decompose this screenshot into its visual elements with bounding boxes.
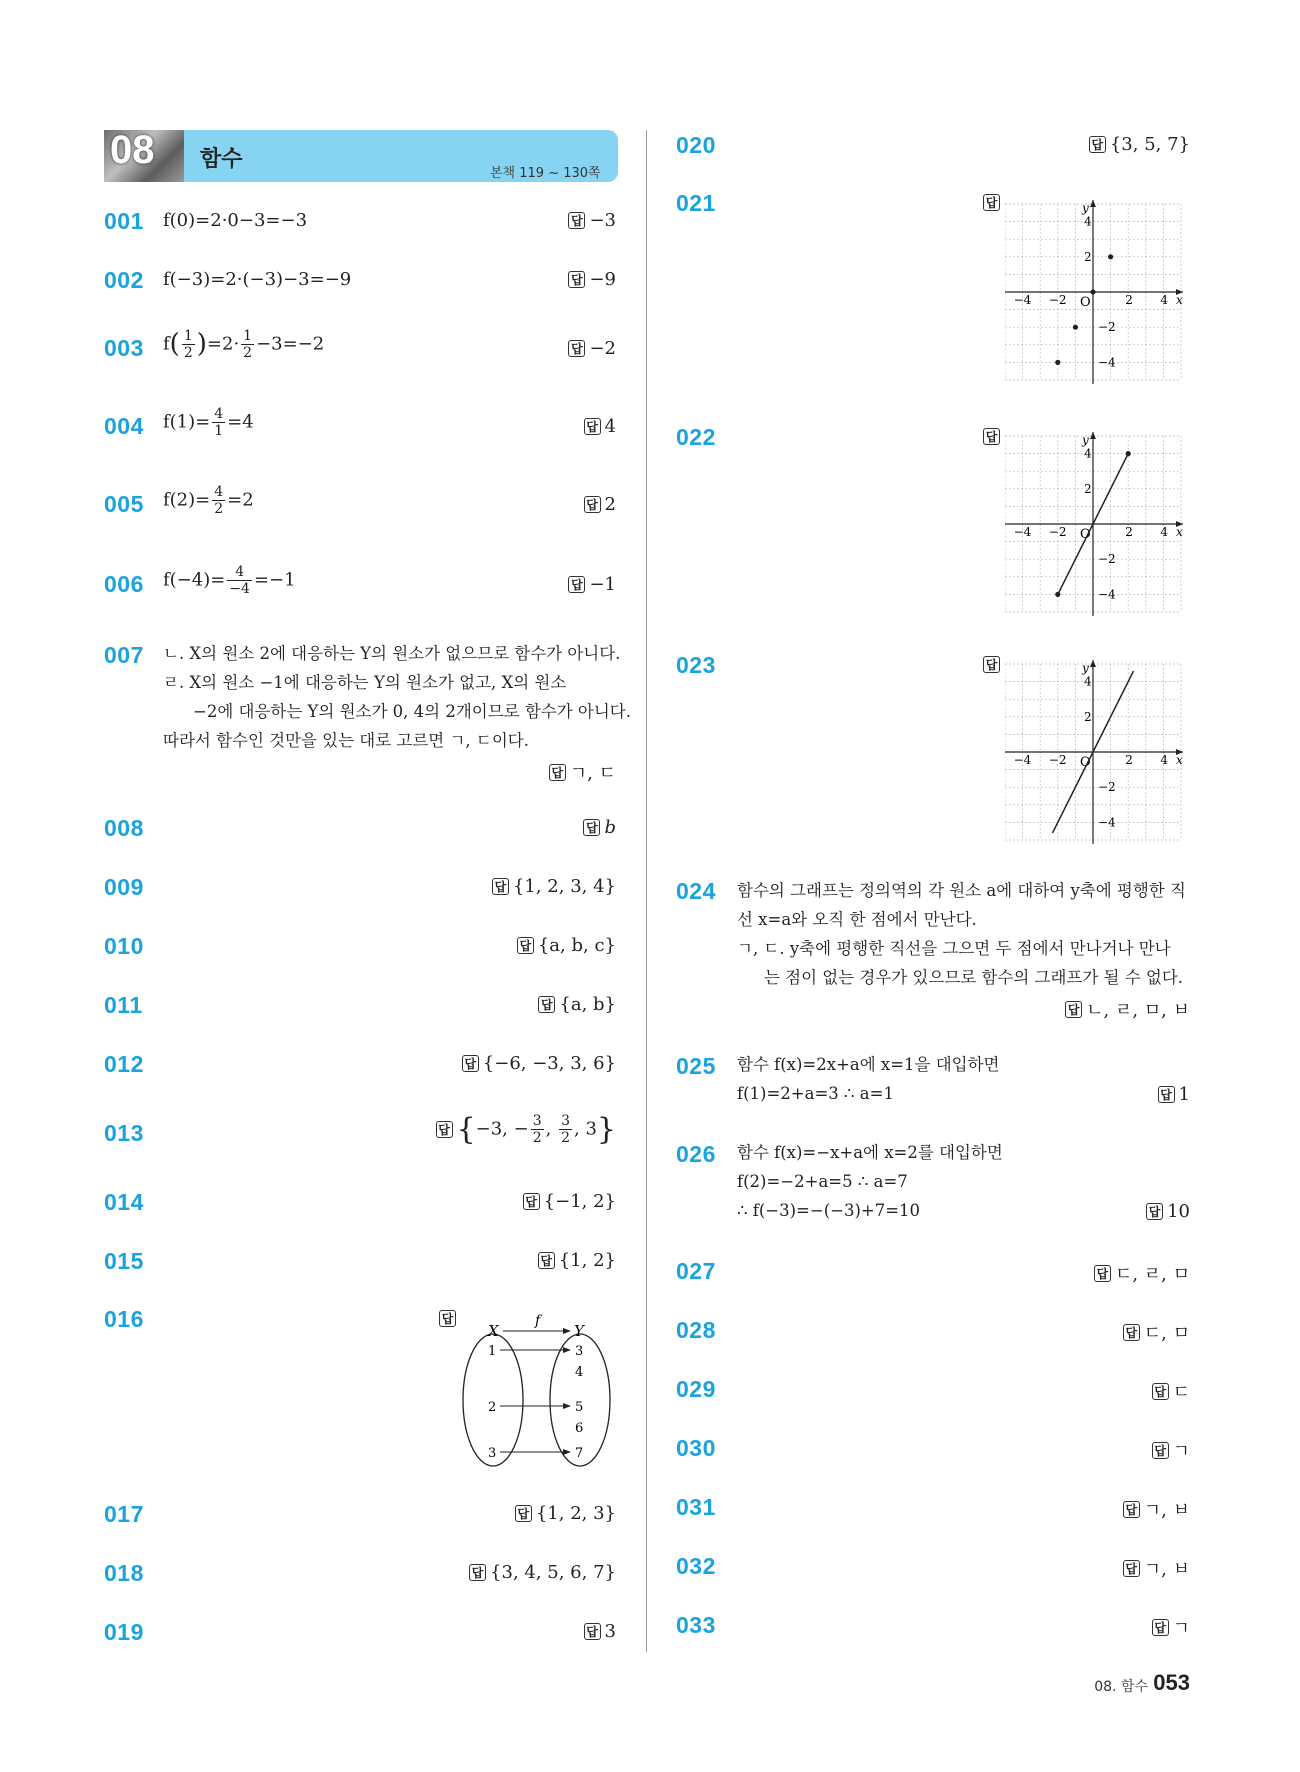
problem-number: 016 (104, 1306, 144, 1332)
problem-number: 026 (676, 1141, 716, 1167)
answer-value: {3, 5, 7} (1109, 134, 1190, 155)
solution-text: f(−4)= $\frac{4}{-4}$ =−1 (163, 564, 296, 597)
y-axis-arrow-icon (1090, 432, 1096, 439)
answer (1065, 996, 1190, 1022)
answer (1123, 1496, 1190, 1522)
answer (523, 1191, 616, 1212)
answer (538, 1250, 616, 1271)
solution-line: ㄹ. X의 원소 −1에 대응하는 Y의 원소가 없고, X의 원소 (163, 673, 567, 692)
answer-badge-icon: 답 (584, 1623, 601, 1640)
answer (1152, 1437, 1190, 1463)
solution-line: ∴ f(−3)=−(−3)+7=10 (737, 1201, 921, 1220)
answer (1146, 1201, 1190, 1222)
problem-number: 022 (676, 424, 716, 450)
solution-line: 따라서 함수인 것만을 있는 대로 고르면 ㄱ, ㄷ이다. (163, 731, 529, 750)
solution-text: f(1)= $\frac{4}{1}$ =4 (163, 406, 254, 439)
origin-label: O (1080, 295, 1091, 310)
answer-badge-icon: 답 (1094, 1265, 1111, 1282)
problem-number: 025 (676, 1053, 716, 1079)
answer-badge-icon: 답 (523, 1193, 540, 1210)
answer-value: ㄱ, ㅂ (1143, 1559, 1190, 1580)
answer (584, 416, 616, 437)
answer-badge-icon: 답 (1152, 1383, 1169, 1400)
x-axis-label: x (1176, 525, 1183, 539)
answer-badge-icon: 답 (1065, 1001, 1082, 1018)
solution-line: 함수 f(x)=−x+a에 x=2를 대입하면 (737, 1143, 1003, 1162)
set-y-label: Y (574, 1322, 584, 1340)
answer (1152, 1378, 1190, 1404)
tick-label: 4 (1160, 753, 1169, 767)
answer-value: ㄷ, ㅁ (1143, 1323, 1190, 1344)
solution-line: −2에 대응하는 Y의 원소가 0, 4의 2개이므로 함수가 아니다. (193, 702, 631, 721)
solution-line: 함수의 그래프는 정의역의 각 원소 a에 대하여 y축에 평행한 직 (737, 881, 1186, 900)
answer-badge-icon: 답 (1089, 136, 1106, 153)
answer-badge-icon: 답 (462, 1055, 479, 1072)
coordinate-graph-line (1005, 660, 1185, 844)
y-value: 3 (575, 1344, 584, 1359)
problem-number: 028 (676, 1317, 716, 1343)
answer-value: {1, 2, 3} (535, 1503, 616, 1524)
answer (568, 269, 616, 290)
answer-badge-icon: 답 (568, 340, 585, 357)
answer-badge-icon: 답 (1123, 1560, 1140, 1577)
answer-value: ㄱ (1172, 1441, 1190, 1462)
problem-number: 027 (676, 1258, 716, 1284)
problem-number: 033 (676, 1612, 716, 1638)
answer-badge-icon: 답 (469, 1564, 486, 1581)
tick-label: −4 (1013, 753, 1032, 767)
problem-number: 009 (104, 874, 144, 900)
tick-label: −4 (1098, 815, 1116, 830)
problem-number: 006 (104, 571, 144, 597)
answer-badge-icon: 답 (1123, 1501, 1140, 1518)
answer (1089, 134, 1190, 155)
set-x-label: X (488, 1322, 499, 1340)
x-axis-label: x (1176, 753, 1183, 767)
problem-number: 002 (104, 267, 144, 293)
answer (1158, 1084, 1190, 1105)
x-value: 1 (488, 1344, 497, 1359)
footer-chapter-label: 08. 함수 (1094, 1679, 1148, 1695)
tick-label: −2 (1098, 320, 1116, 335)
answer (517, 935, 616, 956)
answer-badge-icon: 답 (549, 764, 566, 781)
tick-label: 2 (1125, 753, 1133, 767)
plot-point (1073, 325, 1078, 330)
problem-number: 008 (104, 815, 144, 841)
answer-badge-icon: 답 (568, 576, 585, 593)
chapter-number: 08 (110, 128, 155, 172)
problem-number: 004 (104, 413, 144, 439)
textbook-page-reference: 본책 119 ~ 130쪽 (490, 166, 601, 181)
tick-label: 2 (1084, 481, 1092, 496)
problem-number: 023 (676, 652, 716, 678)
tick-label: −4 (1013, 293, 1032, 307)
y-axis-arrow-icon (1090, 200, 1096, 207)
function-mapping-diagram (455, 1310, 625, 1468)
answer (549, 759, 616, 785)
tick-label: −4 (1098, 587, 1116, 602)
solution-line: ㄱ, ㄷ. y축에 평행한 직선을 그으면 두 점에서 만나거나 만나 (737, 939, 1171, 958)
x-value: 3 (488, 1446, 497, 1461)
answer-value: b (604, 817, 616, 838)
tick-label: 4 (1160, 525, 1169, 539)
problem-number: 029 (676, 1376, 716, 1402)
answer-value: {a, b} (559, 994, 616, 1015)
problem-number: 019 (104, 1619, 144, 1645)
tick-label: 4 (1084, 446, 1092, 461)
answer (1123, 1319, 1190, 1345)
tick-label: −4 (1098, 355, 1116, 370)
answer-badge-icon: 답 (584, 418, 601, 435)
solution-text: f(0)=2·0−3=−3 (163, 210, 308, 231)
problem-number: 032 (676, 1553, 716, 1579)
y-axis-label: y (1082, 661, 1089, 675)
answer (584, 1621, 616, 1642)
coordinate-graph-points (1005, 200, 1185, 384)
answer-value: ㄱ (1172, 1618, 1190, 1639)
y-value: 6 (575, 1421, 584, 1436)
tick-label: 2 (1084, 249, 1092, 264)
answer-badge-icon: 답 (492, 878, 509, 895)
chapter-title: 함수 (200, 147, 243, 172)
problem-number: 020 (676, 132, 716, 158)
tick-label: 2 (1125, 525, 1133, 539)
answer-badge-icon: 답 (983, 194, 1000, 211)
endpoint (1126, 451, 1131, 456)
problem-number: 010 (104, 933, 144, 959)
answer (568, 574, 616, 595)
x-value: 2 (488, 1400, 497, 1415)
answer-badge-icon: 답 (436, 1121, 453, 1138)
answer-badge-icon: 답 (983, 656, 1000, 673)
plot-point (1108, 254, 1113, 259)
tick-label: −2 (1048, 293, 1067, 307)
problem-number: 031 (676, 1494, 716, 1520)
plot-point (1055, 360, 1060, 365)
problem-number: 018 (104, 1560, 144, 1586)
problem-number: 003 (104, 335, 144, 361)
problem-number: 012 (104, 1051, 144, 1077)
tick-label: 2 (1084, 709, 1092, 724)
answer (1123, 1555, 1190, 1581)
answer-value: {1, 2, 3, 4} (512, 876, 616, 897)
answer-badge-icon: 답 (439, 1310, 456, 1327)
column-divider (646, 130, 647, 1652)
answer-value: {−3, − $\frac{3}{2}$ , $\frac{3}{2}$ , 3} (456, 1112, 616, 1147)
problem-number: 015 (104, 1248, 144, 1274)
solution-line: 선 x=a와 오직 한 점에서 만난다. (737, 910, 977, 929)
answer-badge-icon: 답 (1152, 1619, 1169, 1636)
answer-value: ㄱ, ㅂ (1143, 1500, 1190, 1521)
answer-value: −1 (589, 574, 616, 595)
answer (515, 1503, 616, 1524)
y-axis-arrow-icon (1090, 660, 1096, 667)
answer-value: ㄷ, ㄹ, ㅁ (1114, 1264, 1190, 1285)
answer-value: {a, b, c} (537, 935, 616, 956)
answer-value: ㄴ, ㄹ, ㅁ, ㅂ (1086, 1000, 1190, 1021)
answer-value: {−6, −3, 3, 6} (482, 1053, 616, 1074)
answer-value: 4 (604, 416, 616, 437)
answer (436, 1112, 616, 1147)
problem-number: 007 (104, 642, 144, 668)
answer-badge-icon: 답 (584, 496, 601, 513)
tick-label: −2 (1048, 753, 1067, 767)
solution-text: f( $\frac{1}{2}$ )=2· $\frac{1}{2}$ −3=−2 (163, 328, 325, 361)
answer-value: 10 (1167, 1201, 1190, 1222)
answer (469, 1562, 616, 1583)
tick-label: −4 (1013, 525, 1032, 539)
answer (568, 338, 616, 359)
answer-badge-icon: 답 (568, 212, 585, 229)
answer (538, 994, 616, 1015)
answer-badge-icon: 답 (1146, 1203, 1163, 1220)
y-axis-label: y (1082, 201, 1089, 215)
answer (568, 210, 616, 231)
problem-number: 011 (104, 992, 143, 1018)
answer-value: −2 (589, 338, 616, 359)
tick-label: 4 (1160, 293, 1169, 307)
answer-value: {1, 2} (558, 1250, 616, 1271)
answer (462, 1053, 616, 1074)
problem-number: 014 (104, 1189, 144, 1215)
x-axis-label: x (1176, 293, 1183, 307)
tick-label: 4 (1084, 214, 1092, 229)
solution-line: f(2)=−2+a=5 ∴ a=7 (737, 1172, 908, 1191)
answer-value: ㄷ (1172, 1382, 1190, 1403)
answer (1152, 1614, 1190, 1640)
answer (583, 817, 616, 838)
problem-number: 001 (104, 208, 144, 234)
problem-number: 017 (104, 1501, 144, 1527)
answer-value: {3, 4, 5, 6, 7} (490, 1562, 616, 1583)
problem-number: 013 (104, 1120, 144, 1146)
answer-value: 2 (604, 494, 616, 515)
tick-label: −2 (1098, 552, 1116, 567)
y-axis-label: y (1082, 433, 1089, 447)
tick-label: 4 (1084, 674, 1092, 689)
answer-badge-icon: 답 (538, 1252, 555, 1269)
endpoint (1055, 592, 1060, 597)
solution-text: f(2)= $\frac{4}{2}$ =2 (163, 484, 254, 517)
answer-value: 3 (604, 1621, 616, 1642)
answer-badge-icon: 답 (517, 937, 534, 954)
answer (584, 494, 616, 515)
origin-label: O (1080, 755, 1091, 770)
answer-badge-icon: 답 (1123, 1324, 1140, 1341)
page-number: 053 (1153, 1670, 1190, 1695)
solution-line: 는 점이 없는 경우가 있으므로 함수의 그래프가 될 수 없다. (764, 968, 1184, 987)
tick-label: −2 (1048, 525, 1067, 539)
answer-value: −3 (589, 210, 616, 231)
problem-number: 005 (104, 491, 144, 517)
solution-line: ㄴ. X의 원소 2에 대응하는 Y의 원소가 없으므로 함수가 아니다. (163, 644, 621, 663)
coordinate-graph-segment (1005, 432, 1185, 616)
tick-label: 2 (1125, 293, 1133, 307)
problem-number: 021 (676, 190, 716, 216)
answer-value: {−1, 2} (543, 1191, 616, 1212)
answer-value: −9 (589, 269, 616, 290)
answer-badge-icon: 답 (1158, 1086, 1175, 1103)
solution-text: f(−3)=2·(−3)−3=−9 (163, 269, 352, 290)
plot-point (1090, 289, 1095, 294)
answer-value: ㄱ, ㄷ (569, 763, 616, 784)
y-value: 5 (575, 1400, 584, 1415)
answer-badge-icon: 답 (515, 1505, 532, 1522)
problem-number: 030 (676, 1435, 716, 1461)
answer-badge-icon: 답 (568, 271, 585, 288)
answer-value: 1 (1178, 1084, 1190, 1105)
y-value: 7 (575, 1446, 584, 1461)
answer-badge-icon: 답 (1152, 1442, 1169, 1459)
origin-label: O (1080, 527, 1091, 542)
solution-line: 함수 f(x)=2x+a에 x=1을 대입하면 (737, 1055, 1000, 1074)
problem-number: 024 (676, 878, 716, 904)
answer-badge-icon: 답 (983, 428, 1000, 445)
solution-line: f(1)=2+a=3 ∴ a=1 (737, 1084, 894, 1103)
answer-badge-icon: 답 (583, 819, 600, 836)
answer-badge-icon: 답 (538, 996, 555, 1013)
function-label: f (535, 1313, 541, 1329)
answer (492, 876, 616, 897)
tick-label: −2 (1098, 780, 1116, 795)
y-value: 4 (575, 1365, 584, 1380)
answer (1094, 1260, 1190, 1286)
